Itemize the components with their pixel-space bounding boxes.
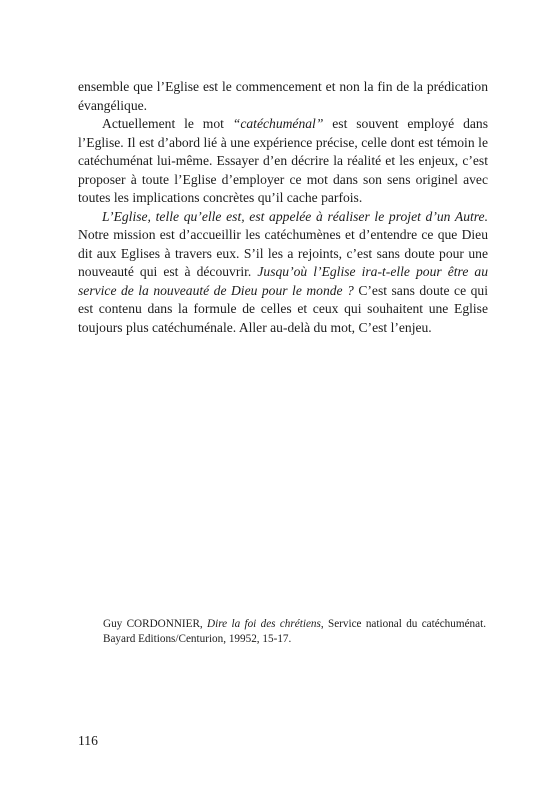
paragraph-3-question: Jusqu’où l’Eglise ira-t-elle pour être au service de la nouveauté de Dieu pour le monde ? (78, 264, 489, 298)
citation-publication: , Service national du catéchuménat. Bayard Editions/Centurion, 19952, 15-17. (103, 618, 486, 645)
citation-author: Guy CORDONNIER, (103, 618, 208, 630)
paragraph-1 (78, 78, 488, 115)
paragraph-3-conclusion: C’est sans doute ce qui est contenu dans la formule de celles et ceux qui souhaitent une Eglise toujours plus catéchuménale. Aller au-delà du mot, C’est l’enjeu. (78, 282, 488, 335)
paragraph-3-emphasis: L’Eglise, telle qu’elle est, est appelée à réaliser le projet d’un Autre. (102, 208, 488, 224)
body-text (78, 78, 488, 337)
paragraph-1-text: ensemble que l’Eglise est le commencement et non la fin de la prédication évangélique. (78, 79, 488, 113)
paragraph-2-intro: Actuellement le mot (102, 116, 233, 131)
citation (103, 617, 486, 647)
page-number: 116 (78, 733, 98, 748)
paragraph-2 (78, 115, 488, 208)
quoted-term: “catéchuménal” (232, 116, 324, 131)
paragraph-2-text: est souvent employé dans l’Eglise. Il est d’abord lié à une expérience précise, celle dont est témoin le catéchuménat lui-même. Essayer d’en décrire la réalité et les enjeux, c’est proposer à toute l’Eglise d’employer ce mot dans son sens originel avec toutes les implications concrètes qu’il cache parfois. (78, 116, 488, 205)
paragraph-3-text: Notre mission est d’accueillir les catéchumènes et d’entendre ce que Dieu dit aux Eglises à travers eux. S’il les a rejoints, c’est sans doute pour une nouveauté qui est à découvrir. (78, 227, 488, 279)
citation-text (103, 617, 486, 647)
citation-title: Dire la foi des chrétiens (207, 618, 321, 630)
paragraph-3 (78, 208, 488, 338)
